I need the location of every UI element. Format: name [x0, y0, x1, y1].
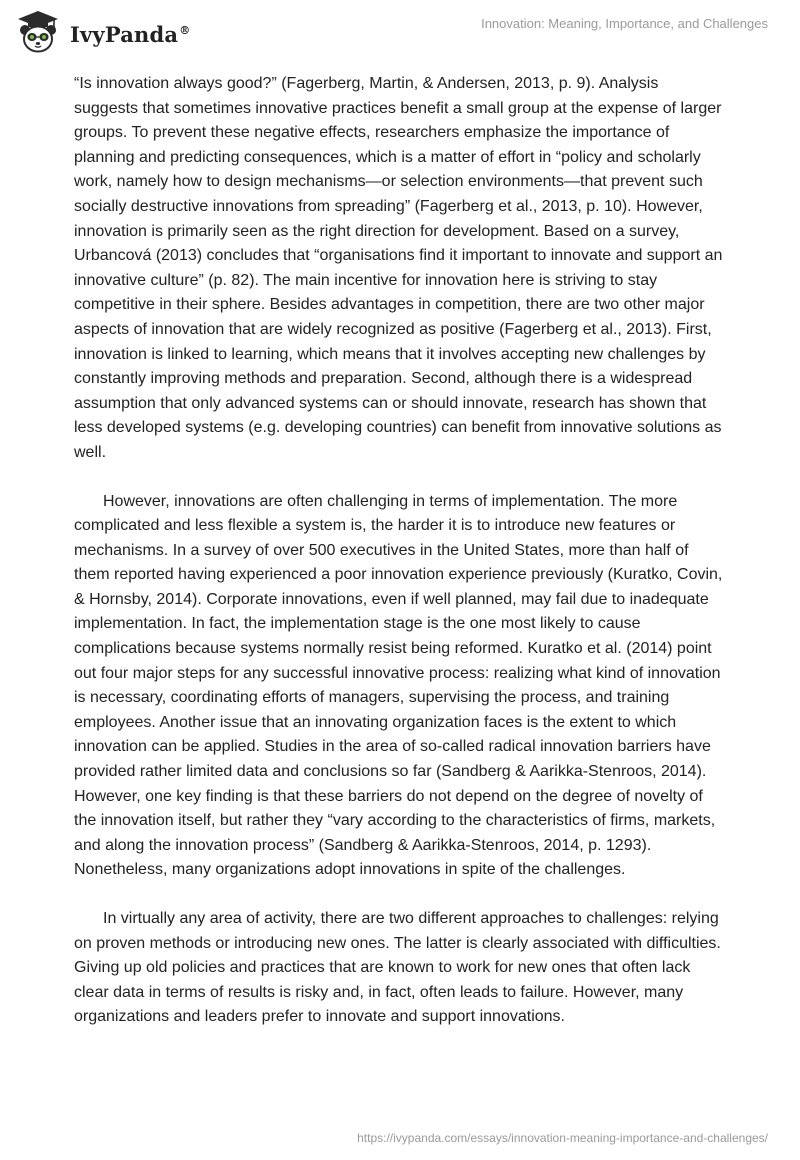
paragraph: However, innovations are often challenging in terms of implementation. The more complicated and less flexible a system is, the harder it is to introduce new features or mechanisms. In a survey of over 500 executives in the United States, more than half of them reported having experienced a poor innovation experience previously (Kuratko, Covin, & Hornsby, 2014). Corporate innovations, even if well planned, may fail due to inadequate implementation. In fact, the implementation stage is the one most likely to cause complications because systems normally resist being reformed. Kuratko et al. (2014) point out four major steps for any successful innovative process: realizing what kind of innovation is necessary, coordinating efforts of managers, supervising the process, and training employees. Another issue that an innovating organization faces is the extent to which innovation can be applied. Studies in the area of so-called radical innovation barriers have provided rather limited data and conclusions so far (Sandberg & Aarikka-Stenroos, 2014). However, one key finding is that these barriers do not depend on the degree of novelty of the innovation itself, but rather they “vary according to the characteristics of firms, markets, and along the innovation process” (Sandberg & Aarikka-Stenroos, 2014, p. 1293). Nonetheless, many organizations adopt innovations in spite of the challenges.	[74, 492, 723, 879]
paragraph: “Is innovation always good?” (Fagerberg, Martin, & Andersen, 2013, p. 9). Analysis suggests that sometimes innovative practices benefit a small group at the expense of larger groups. To prevent these negative effects, researchers emphasize the importance of planning and predicting consequences, which is a matter of effort in “policy and scholarly work, namely how to design mechanisms—or selection environments—that prevent such socially destructive innovations from spreading” (Fagerberg et al., 2013, p. 10). However, innovation is primarily seen as the right direction for development. Based on a survey, Urbancová (2013) concludes that “organisations find it important to innovate and support an innovative culture” (p. 82). The main incentive for innovation here is striving to stay competitive in their sphere. Besides advantages in competition, there are two other major aspects of innovation that are widely recognized as positive (Fagerberg et al., 2013). First, innovation is linked to learning, which means that it involves accepting new challenges by constantly improving methods and preparation. Second, although there is a widespread assumption that only advanced systems can or should innovate, research has shown that less developed systems (e.g. developing countries) can benefit from innovative solutions as well.	[74, 75, 723, 461]
page-header	[0, 0, 800, 60]
source-url[interactable]: https://ivypanda.com/essays/innovation-meaning-importance-and-challenges/	[357, 1131, 768, 1145]
brand-name-text: IvyPanda	[70, 21, 179, 47]
paragraph: In virtually any area of activity, there are two different approaches to challenges: relying on proven methods or introducing new ones. The latter is clearly associated with difficulties. Giving up old policies and practices that are known to work for new ones that often lack clear data in terms of results is risky and, in fact, often leads to failure. However, many organizations and leaders prefer to innovate and support innovations.	[74, 910, 721, 1026]
brand-logo[interactable]	[14, 8, 190, 56]
brand-name	[70, 22, 190, 47]
essay-body	[74, 72, 724, 1054]
panda-graduate-icon	[14, 8, 62, 56]
document-title: Innovation: Meaning, Importance, and Challenges	[481, 16, 768, 31]
registered-mark: ®	[179, 23, 191, 37]
